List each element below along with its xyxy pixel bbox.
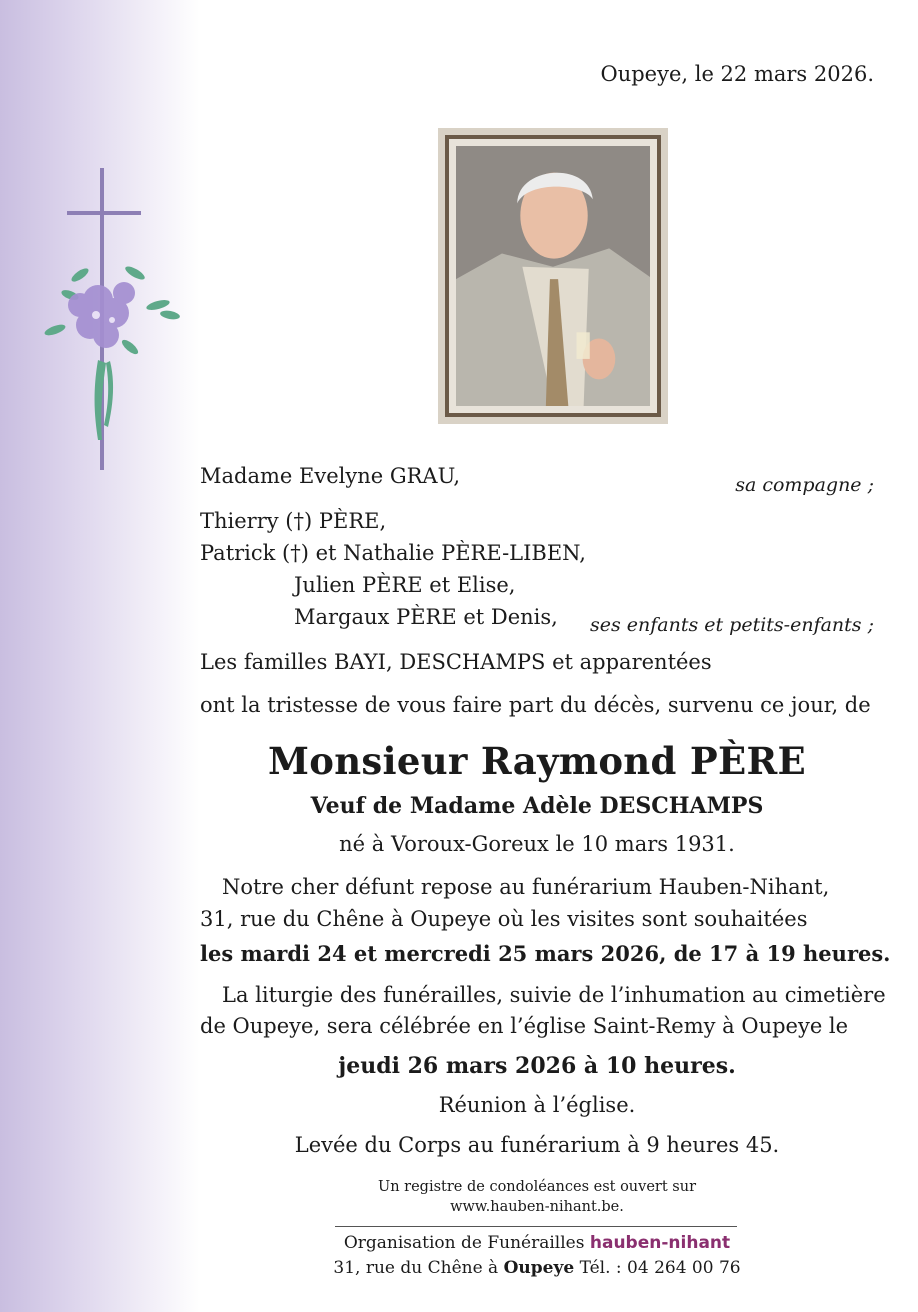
footer-organisation — [200, 1231, 874, 1255]
companion-name: Madame Evelyne GRAU, — [200, 464, 461, 488]
meeting-line: Réunion à l’église. — [438, 1093, 636, 1117]
funeral-date: jeudi 26 mars 2026 à 10 heures. — [338, 1053, 736, 1079]
date-line: Oupeye, le 22 mars 2026. — [600, 62, 874, 86]
levee-line: Levée du Corps au funérarium à 9 heures 45. — [294, 1133, 780, 1157]
org-prefix: Organisation de Funérailles — [343, 1233, 585, 1253]
condolences-line: Un registre de condoléances est ouvert sur — [378, 1179, 696, 1195]
children-relation: ses enfants et petits-enfants ; — [589, 614, 874, 636]
brand-logo: hauben-nihant — [589, 1233, 731, 1253]
announcement-line: ont la tristesse de vous faire part du décès, survenu ce jour, de — [200, 693, 871, 717]
address-prefix: 31, rue du Chêne à — [333, 1258, 499, 1278]
birth-line: né à Voroux-Goreux le 10 mars 1931. — [339, 832, 735, 856]
portrait-frame — [438, 128, 668, 424]
funeral-line-2: de Oupeye, sera célébrée en l’église Saint-Remy à Oupeye le — [200, 1014, 849, 1038]
visitation-dates: les mardi 24 et mercredi 25 mars 2026, de 17 à 19 heures. — [200, 941, 891, 966]
widower-of: Veuf de Madame Adèle DESCHAMPS — [310, 793, 764, 819]
cross-with-flowers-icon — [40, 165, 195, 475]
grandchild-line: Margaux PÈRE et Denis, — [294, 605, 558, 629]
footer-address — [200, 1256, 874, 1280]
condolences-website[interactable]: www.hauben-nihant.be. — [450, 1199, 624, 1215]
funeral-line-1: La liturgie des funérailles, suivie de l’inhumation au cimetière — [222, 983, 886, 1007]
grandchild-line: Julien PÈRE et Elise, — [294, 573, 516, 597]
phone-number: Tél. : 04 264 00 76 — [579, 1258, 741, 1278]
footer-divider — [335, 1226, 737, 1227]
portrait-photo — [456, 146, 650, 406]
visitation-line-1: Notre cher défunt repose au funérarium Hauben-Nihant, — [222, 875, 830, 899]
address-town: Oupeye — [503, 1258, 575, 1278]
child-line: Thierry (†) PÈRE, — [200, 509, 387, 533]
visitation-line-2: 31, rue du Chêne à Oupeye où les visites sont souhaitées — [200, 907, 808, 931]
families-line: Les familles BAYI, DESCHAMPS et apparentées — [200, 650, 712, 674]
child-line: Patrick (†) et Nathalie PÈRE-LIBEN, — [200, 541, 586, 565]
companion-relation: sa compagne ; — [735, 474, 874, 496]
deceased-name: Monsieur Raymond PÈRE — [267, 739, 807, 783]
